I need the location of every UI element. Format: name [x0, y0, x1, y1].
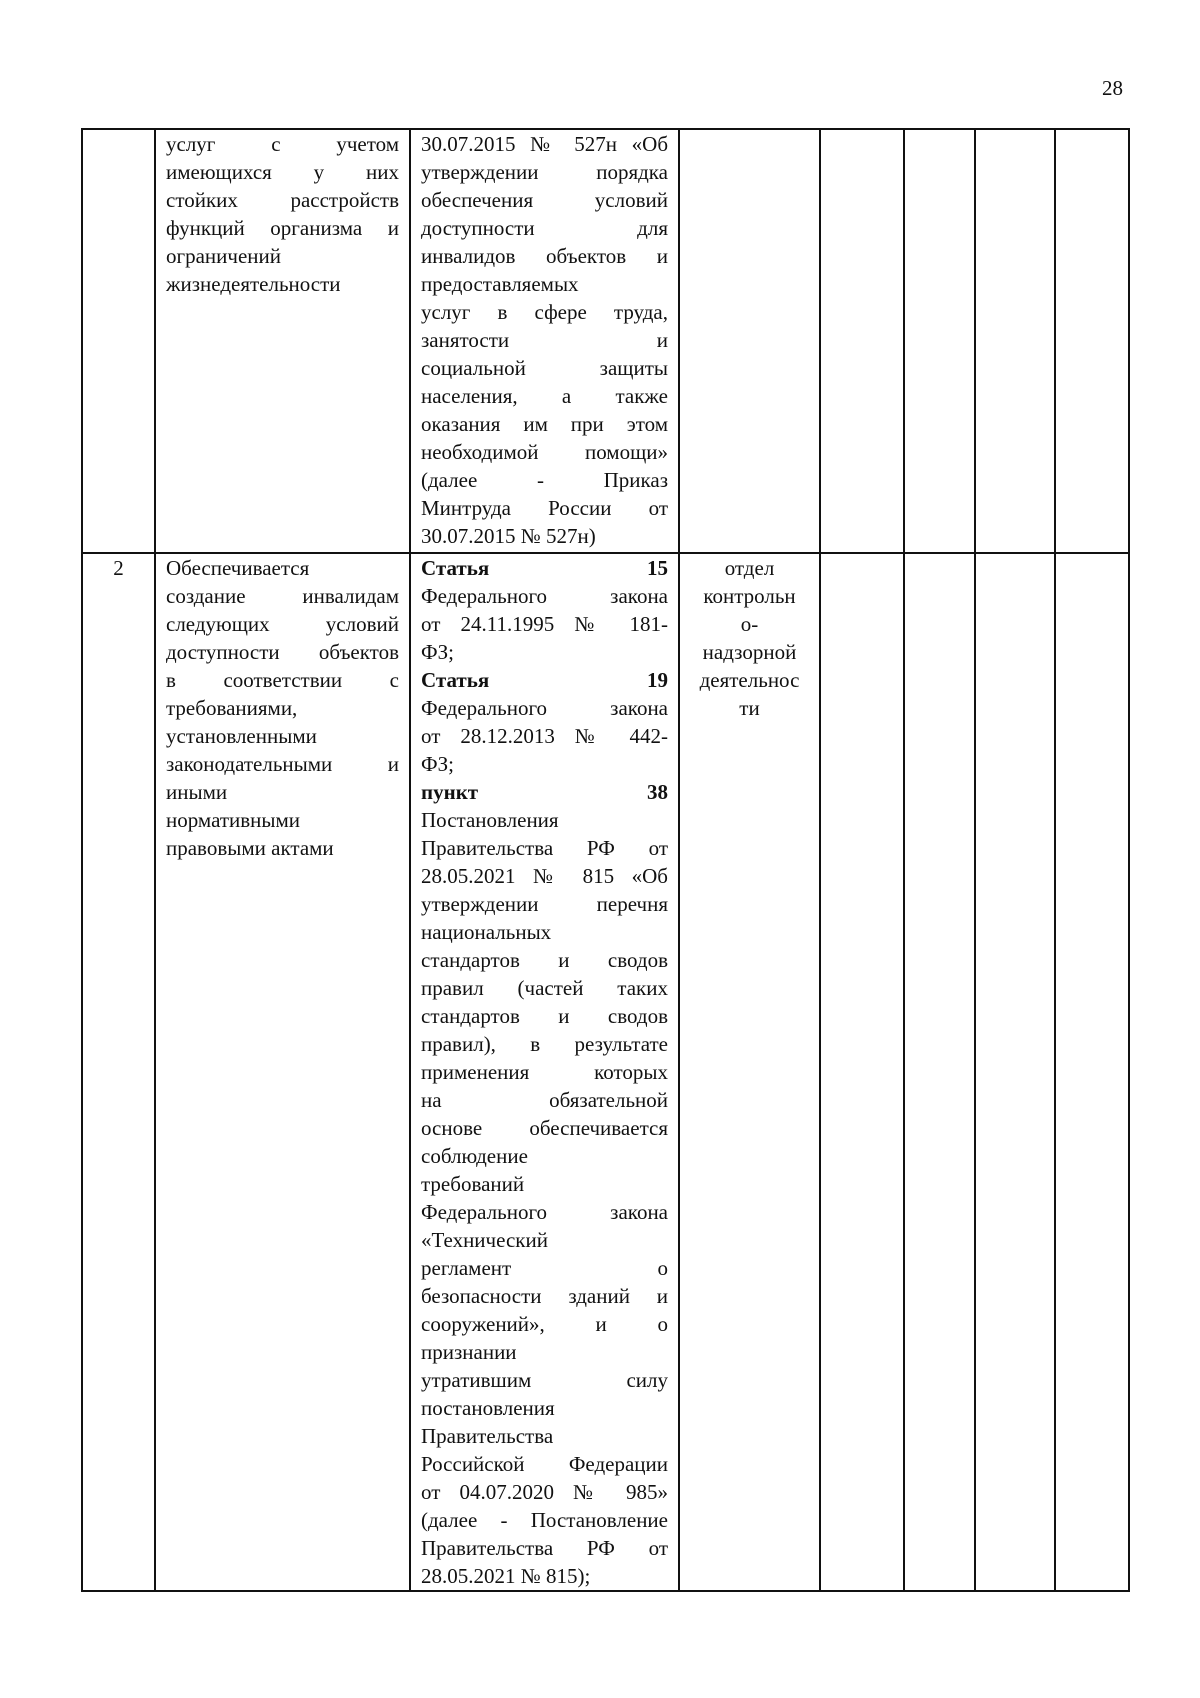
- empty-cell: [904, 129, 975, 553]
- requirement-text-line: стойких расстройств: [166, 188, 399, 212]
- legal-reference-line: безопасности зданий и: [421, 1284, 668, 1308]
- requirement-text-line: иными: [166, 780, 228, 804]
- responsible-text-line: надзорной: [702, 640, 797, 664]
- legal-reference-heading: [421, 666, 668, 694]
- legal-reference-line: доступности для: [421, 216, 668, 240]
- responsible-text-line: отдел: [724, 556, 775, 580]
- legal-basis-cell: [410, 129, 679, 553]
- requirement-text-line: доступности объектов: [166, 640, 399, 664]
- legal-reference-line: сооружений», и о: [421, 1312, 668, 1336]
- empty-cell: [820, 553, 904, 1591]
- legal-reference-line: социальной защиты: [421, 356, 668, 380]
- legal-reference-line: 30.07.2015 № 527н «Об: [421, 132, 668, 156]
- page-number: 28: [1102, 76, 1123, 100]
- requirement-text-line: функций организма и: [166, 216, 399, 240]
- legal-reference-line: Российской Федерации: [421, 1452, 668, 1476]
- requirement-text-line: жизнедеятельности: [166, 272, 341, 296]
- legal-reference-line: правил (частей таких: [421, 976, 668, 1000]
- legal-reference-line: услуг в сфере труда,: [421, 300, 668, 324]
- legal-reference-line: населения, а также: [421, 384, 668, 408]
- responsible-cell: [679, 129, 820, 553]
- empty-cell: [975, 553, 1055, 1591]
- legal-reference-line: требований: [421, 1172, 525, 1196]
- requirement-text-line: в соответствии с: [166, 668, 399, 692]
- legal-reference-line: Постановления: [421, 808, 559, 832]
- responsible-text-line: о-: [740, 612, 759, 636]
- legal-reference-line: утверждении перечня: [421, 892, 668, 916]
- legal-reference-heading-word: пункт: [421, 780, 479, 804]
- legal-reference-line: Правительства: [421, 1424, 554, 1448]
- legal-reference-line: 28.05.2021 № 815 «Об: [421, 864, 668, 888]
- requirement-cell: [155, 553, 410, 1591]
- legal-reference: [421, 130, 668, 550]
- empty-cell: [904, 553, 975, 1591]
- legal-reference-line: (далее - Приказ: [421, 468, 668, 492]
- requirement-text-line: ограничений: [166, 244, 282, 268]
- table-row: [82, 129, 1129, 553]
- legal-reference-line: национальных: [421, 920, 552, 944]
- legal-reference-line: инвалидов объектов и: [421, 244, 668, 268]
- legal-reference-line: от 24.11.1995 № 181-: [421, 612, 668, 636]
- requirement-text-line: законодательными и: [166, 752, 399, 776]
- requirement-text-line: установленными: [166, 724, 317, 748]
- legal-reference-heading-number: 19: [647, 668, 668, 692]
- legal-reference-line: постановления: [421, 1396, 555, 1420]
- legal-reference-line: 28.05.2021 № 815);: [421, 1564, 591, 1588]
- responsible-cell: [679, 553, 820, 1591]
- legal-reference: [421, 666, 668, 778]
- row-number-cell: 2: [82, 553, 155, 1591]
- legal-reference-line: Федерального закона: [421, 1200, 668, 1224]
- empty-cell: [820, 129, 904, 553]
- empty-cell: [1055, 553, 1129, 1591]
- responsible-text-line: ти: [739, 696, 760, 720]
- legal-reference-line: от 04.07.2020 № 985»: [421, 1480, 668, 1504]
- legal-reference-line: обеспечения условий: [421, 188, 668, 212]
- requirement-text-line: Обеспечивается: [166, 556, 310, 580]
- legal-reference: [421, 778, 668, 1590]
- legal-reference-line: основе обеспечивается: [421, 1116, 668, 1140]
- legal-reference-line: соблюдение: [421, 1144, 528, 1168]
- requirement-text-line: создание инвалидам: [166, 584, 399, 608]
- legal-reference-line: 30.07.2015 № 527н): [421, 524, 596, 548]
- requirement-text-line: имеющихся у них: [166, 160, 399, 184]
- legal-reference-line: Правительства РФ от: [421, 1536, 668, 1560]
- legal-reference-line: утратившим силу: [421, 1368, 668, 1392]
- requirement-text-line: правовыми актами: [166, 836, 334, 860]
- legal-reference-line: правил), в результате: [421, 1032, 668, 1056]
- legal-reference-line: Федерального закона: [421, 696, 668, 720]
- legal-reference-line: регламент о: [421, 1256, 668, 1280]
- legal-reference-line: «Технический: [421, 1228, 548, 1252]
- legal-reference-line: оказания им при этом: [421, 412, 668, 436]
- legal-reference-line: занятости и: [421, 328, 668, 352]
- legal-reference-heading-number: 38: [647, 780, 668, 804]
- requirement-text-line: нормативными: [166, 808, 301, 832]
- requirement-cell: [155, 129, 410, 553]
- legal-reference-line: утверждении порядка: [421, 160, 668, 184]
- legal-reference-line: стандартов и сводов: [421, 948, 668, 972]
- legal-reference: [421, 554, 668, 666]
- legal-reference-heading: [421, 778, 668, 806]
- legal-reference-heading: [421, 554, 668, 582]
- legal-reference-line: стандартов и сводов: [421, 1004, 668, 1028]
- legal-reference-line: применения которых: [421, 1060, 668, 1084]
- legal-reference-line: (далее - Постановление: [421, 1508, 668, 1532]
- legal-reference-heading-word: Статья: [421, 668, 490, 692]
- legal-reference-line: необходимой помощи»: [421, 440, 668, 464]
- legal-reference-line: Правительства РФ от: [421, 836, 668, 860]
- legal-reference-heading-number: 15: [647, 556, 668, 580]
- requirement-text-line: услуг с учетом: [166, 132, 399, 156]
- legal-basis-cell: [410, 553, 679, 1591]
- legal-reference-heading-word: Статья: [421, 556, 490, 580]
- legal-reference-line: от 28.12.2013 № 442-: [421, 724, 668, 748]
- compliance-table: [81, 128, 1130, 1592]
- legal-reference-line: ФЗ;: [421, 752, 454, 776]
- requirement-text-line: следующих условий: [166, 612, 399, 636]
- requirement-text-line: требованиями,: [166, 696, 298, 720]
- legal-reference-line: ФЗ;: [421, 640, 454, 664]
- table-row: [82, 553, 1129, 1591]
- legal-reference-line: на обязательной: [421, 1088, 668, 1112]
- responsible-text-line: деятельнос: [699, 668, 800, 692]
- empty-cell: [975, 129, 1055, 553]
- legal-reference-line: Минтруда России от: [421, 496, 668, 520]
- legal-reference-line: Федерального закона: [421, 584, 668, 608]
- row-number-cell: [82, 129, 155, 553]
- empty-cell: [1055, 129, 1129, 553]
- responsible-text-line: контрольн: [703, 584, 796, 608]
- legal-reference-line: признании: [421, 1340, 517, 1364]
- legal-reference-line: предоставляемых: [421, 272, 579, 296]
